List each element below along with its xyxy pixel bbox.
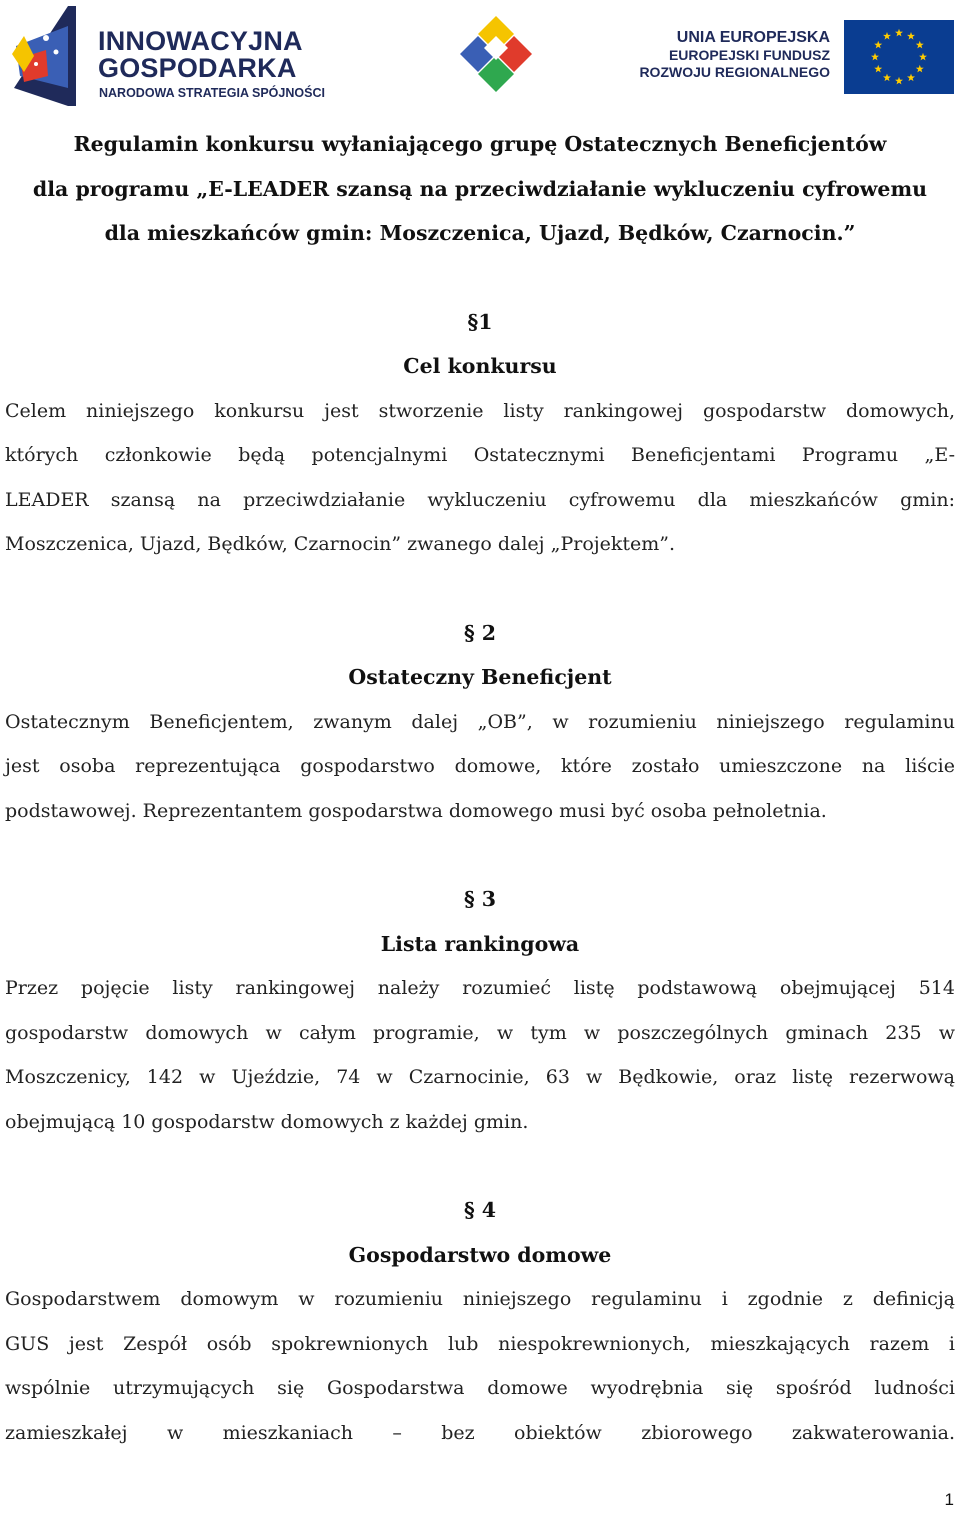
paragraph-line: podstawowej. Reprezentantem gospodarstwa domowego musi być osoba pełnoletnia. bbox=[5, 799, 827, 822]
section-1 bbox=[5, 300, 955, 567]
document-title-line3: dla mieszkańców gmin: Moszczenica, Ujazd, Będków, Czarnocin.” bbox=[104, 221, 856, 245]
regulation-document bbox=[5, 122, 955, 1455]
paragraph-line: Celem niniejszego konkursu jest stworzenie listy rankingowej gospodarstw domowych, bbox=[5, 399, 955, 422]
nss-diamond-logo-icon bbox=[456, 14, 536, 94]
section-heading: Lista rankingowa bbox=[380, 931, 580, 956]
eu-flag-icon bbox=[844, 20, 954, 94]
paragraph-line: LEADER szansą na przeciwdziałanie wykluczeniu cyfrowemu dla mieszkańców gmin: bbox=[5, 488, 955, 511]
section-paragraph bbox=[5, 389, 955, 567]
paragraph-line: zamieszkałej w mieszkaniach – bez obiektów zbiorowego zakwaterowania. bbox=[5, 1421, 955, 1444]
section-number: § 4 bbox=[463, 1198, 497, 1222]
section-number: §1 bbox=[467, 309, 493, 334]
section-number: § 2 bbox=[463, 620, 497, 645]
section-paragraph bbox=[5, 966, 955, 1144]
paragraph-line: Gospodarstwem domowym w rozumieniu niniejszego regulaminu i zgodnie z definicją bbox=[5, 1288, 955, 1310]
paragraph-line: Moszczenicy, 142 w Ujeździe, 74 w Czarnocinie, 63 w Będkowie, oraz listę rezerwową bbox=[5, 1066, 955, 1088]
section-2 bbox=[5, 611, 955, 834]
eu-line3: ROZWOJU REGIONALNEGO bbox=[639, 64, 830, 80]
section-3 bbox=[5, 877, 955, 1144]
section-heading: Cel konkursu bbox=[403, 354, 557, 378]
paragraph-line: GUS jest Zespół osób spokrewnionych lub niespokrewnionych, mieszkających razem i bbox=[5, 1332, 955, 1355]
logo-title bbox=[98, 28, 303, 82]
section-4 bbox=[5, 1188, 955, 1455]
logo-title-line1: INNOWACYJNA bbox=[98, 26, 303, 56]
section-heading: Ostateczny Beneficjent bbox=[348, 665, 612, 689]
section-paragraph bbox=[5, 1277, 955, 1455]
eu-fund-text bbox=[639, 28, 830, 81]
logo-subtitle: NARODOWA STRATEGIA SPÓJNOŚCI bbox=[99, 86, 325, 100]
sections-container bbox=[5, 300, 955, 1456]
section-number: § 3 bbox=[463, 887, 497, 911]
section-heading: Gospodarstwo domowe bbox=[348, 1242, 612, 1267]
paragraph-line: Ostatecznym Beneficjentem, zwanym dalej „OB”, w rozumieniu niniejszego regulaminu bbox=[5, 710, 955, 733]
paragraph-line: Moszczenica, Ujazd, Będków, Czarnocin” zwanego dalej „Projektem”. bbox=[5, 533, 676, 555]
eu-line2: EUROPEJSKI FUNDUSZ bbox=[668, 47, 830, 63]
innowacyjna-gospodarka-mark-icon bbox=[6, 6, 86, 106]
eu-line1: UNIA EUROPEJSKA bbox=[676, 29, 830, 46]
paragraph-line: Przez pojęcie listy rankingowej należy rozumieć listę podstawową obejmującej 514 bbox=[5, 977, 955, 999]
document-title-line2: dla programu „E-LEADER szansą na przeciwdziałanie wykluczeniu cyfrowemu bbox=[32, 176, 928, 201]
paragraph-line: wspólnie utrzymujących się Gospodarstwa domowe wyodrębnia się spośród ludności bbox=[5, 1377, 955, 1399]
document-title-line1: Regulamin konkursu wyłaniającego grupę Ostatecznych Beneficjentów bbox=[73, 132, 887, 156]
page-header bbox=[0, 0, 960, 110]
innowacyjna-gospodarka-logo bbox=[6, 6, 326, 106]
paragraph-line: jest osoba reprezentująca gospodarstwo domowe, które zostało umieszczone na liście bbox=[5, 755, 955, 777]
section-paragraph bbox=[5, 700, 955, 834]
paragraph-line: gospodarstw domowych w całym programie, w tym w poszczególnych gminach 235 w bbox=[5, 1021, 955, 1044]
logo-title-line2: GOSPODARKA bbox=[98, 53, 297, 83]
eu-fund-logo bbox=[640, 18, 956, 98]
paragraph-line: których członkowie będą potencjalnymi Ostatecznymi Beneficjentami Programu „E- bbox=[5, 444, 955, 466]
page-number: 1 bbox=[944, 1490, 954, 1509]
paragraph-line: obejmującą 10 gospodarstw domowych z każdej gmin. bbox=[5, 1110, 529, 1133]
